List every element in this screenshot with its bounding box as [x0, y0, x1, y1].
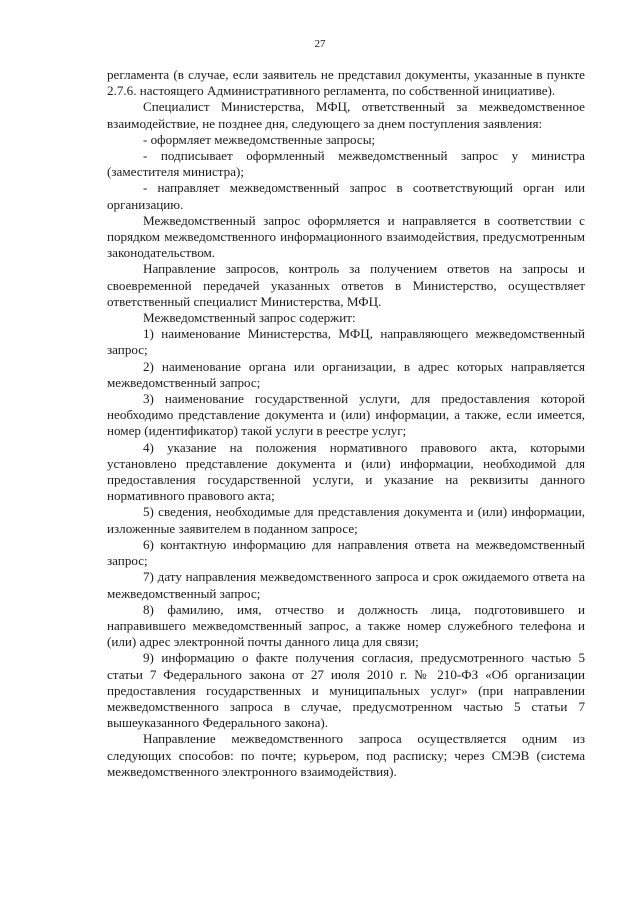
list-item: 4) указание на положения нормативного правового акта, которыми установлено представление документа и (или) информации, необходимой для предоставления государственной услуги, и указание на реквизиты данного нормативного правового акта;: [107, 439, 585, 504]
list-item: 7) дату направления межведомственного запроса и срок ожидаемого ответа на межведомственный запрос;: [107, 569, 585, 601]
list-item: - оформляет межведомственные запросы;: [143, 131, 376, 147]
list-item: 1) наименование Министерства, МФЦ, направляющего межведомственный запрос;: [107, 326, 585, 358]
document-body: [107, 67, 585, 780]
list-item: 8) фамилию, имя, отчество и должность лица, подготовившего и направившего межведомственный запрос, а также номер служебного телефона и (или) адрес электронной почты данного лица для связи;: [107, 601, 585, 650]
paragraph: Направление запросов, контроль за получением ответов на запросы и своевременной передачей указанных ответов в Министерство, осуществляет ответственный специалист Министерства, МФЦ.: [107, 261, 585, 309]
paragraph: Межведомственный запрос оформляется и направляется в соответствии с порядком межведомственного информационного взаимодействия, предусмотренным законодательством.: [107, 212, 585, 261]
list-item: - подписывает оформленный межведомственный запрос у министра (заместителя министра);: [107, 148, 585, 180]
list-item: 9) информацию о факте получения согласия, предусмотренного частью 5 статьи 7 Федерального закона от 27 июля 2010 г. № 210-ФЗ «Об организации предоставления государственных и муниципальных услуг» (при направлении межведомственного запроса в случае, предусмотренном частью 5 статьи 7 вышеуказанного Федерального закона).: [107, 650, 585, 731]
list-item: 2) наименование органа или организации, в адрес которых направляется межведомственный запрос;: [107, 358, 585, 390]
paragraph: регламента (в случае, если заявитель не представил документы, указанные в пункте 2.7.6. настоящего Административного регламента, по собственной инициативе).: [107, 67, 585, 99]
paragraph: Направление межведомственного запроса осуществляется одним из следующих способов: по почте; курьером, под расписку; через СМЭВ (система межведомственного электронного взаимодействия).: [107, 731, 585, 779]
list-item: - направляет межведомственный запрос в соответствующий орган или организацию.: [107, 180, 585, 212]
paragraph: Специалист Министерства, МФЦ, ответственный за межведомственное взаимодействие, не позднее дня, следующего за днем поступления заявления:: [107, 99, 585, 131]
list-item: 6) контактную информацию для направления ответа на межведомственный запрос;: [107, 536, 585, 569]
list-item: 3) наименование государственной услуги, для предоставления которой необходимо представление документа и (или) информации, а также, если имеется, номер (идентификатор) такой услуги в реестре услуг;: [107, 391, 585, 439]
page-number: 27: [314, 38, 326, 50]
list-item: 5) сведения, необходимые для представления документа и (или) информации, изложенные заявителем в поданном запросе;: [107, 504, 585, 536]
paragraph: Межведомственный запрос содержит:: [143, 310, 356, 326]
